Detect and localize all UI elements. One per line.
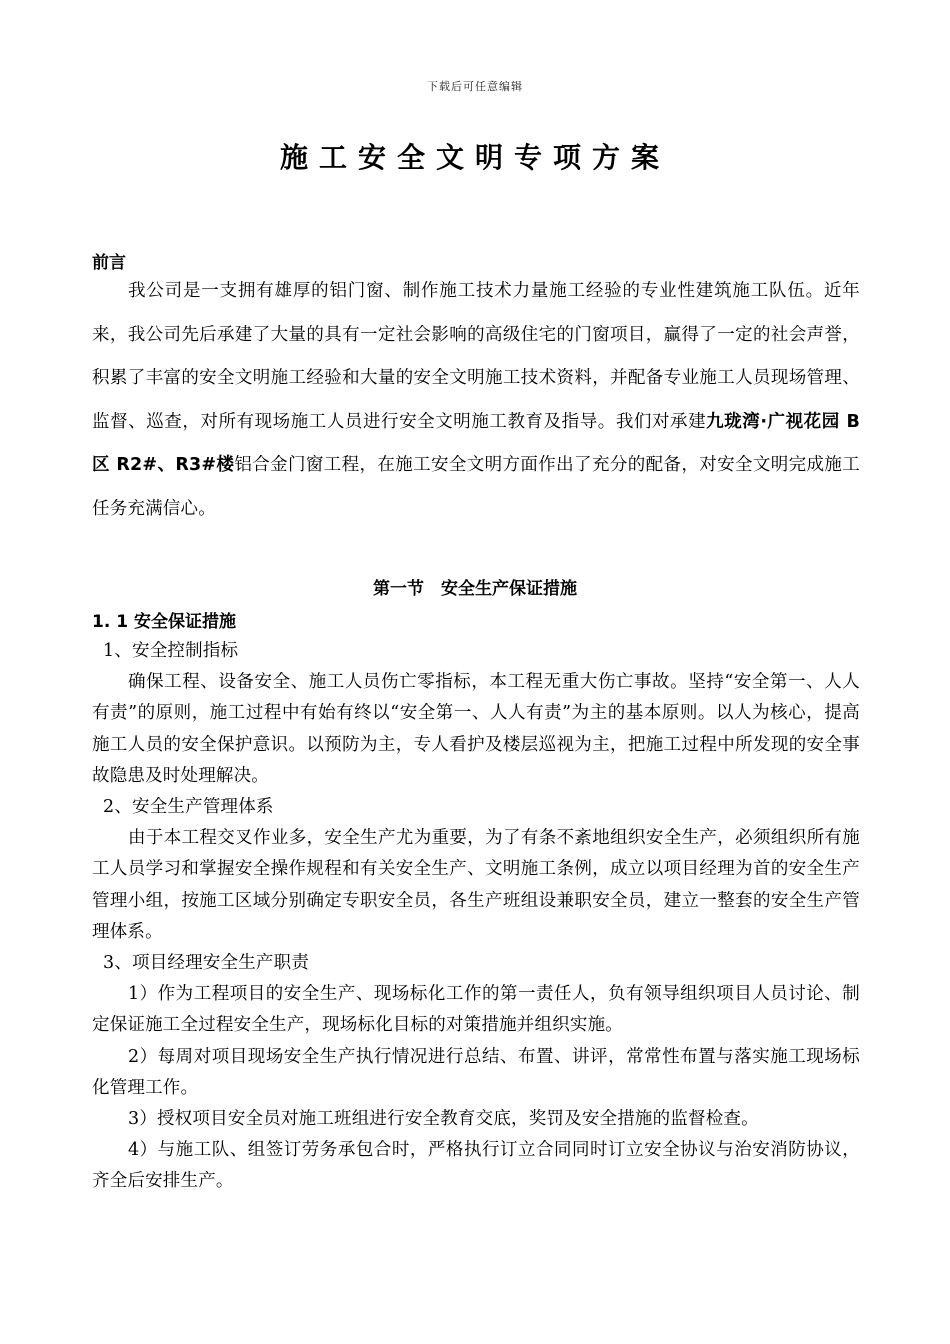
document-title: 施工安全文明专项方案 bbox=[279, 141, 670, 174]
duty-item-2: 2）每周对项目现场安全生产执行情况进行总结、布置、讲评，常常性布置与落实施工现场标化管理工作。 bbox=[92, 1046, 860, 1098]
preface-text-after: 铝合金门窗工程，在施工安全文明方面作出了充分的配备，对安全文明完成施工任务充满信心。 bbox=[92, 455, 860, 519]
project-name: 九珑湾·广视花园 B 区 R2#、R3#楼 bbox=[92, 411, 860, 476]
item-paragraph-2: 由于本工程交叉作业多，安全生产尤为重要，为了有条不紊地组织安全生产，必须组织所有施工人员学习和掌握安全操作规程和有关安全生产、文明施工条例，成立以项目经理为首的安全生产管理小组，按施工区域分别确定专职安全员，各生产班组设兼职安全员，建立一整套的安全生产管理体系。 bbox=[92, 828, 860, 942]
duty-item-3: 3）授权项目安全员对施工班组进行安全教育交底，奖罚及安全措施的监督检查。 bbox=[128, 1109, 759, 1130]
duty-item-1: 1）作为工程项目的安全生产、现场标化工作的第一责任人，负有领导组织项目人员讨论、制定保证施工全过程安全生产，现场标化目标的对策措施并组织实施。 bbox=[92, 984, 860, 1036]
preface-paragraph bbox=[92, 270, 860, 532]
header-note: 下载后可任意编辑 bbox=[427, 80, 523, 93]
item-heading-3: 3、项目经理安全生产职责 bbox=[103, 953, 310, 974]
duty-item-4: 4）与施工队、组签订劳务承包合时，严格执行订立合同同时订立安全协议与治安消防协议，齐全后安排生产。 bbox=[92, 1140, 860, 1192]
preface-heading: 前言 bbox=[92, 253, 126, 273]
item-heading-1: 1、安全控制指标 bbox=[103, 641, 239, 661]
item-paragraph-1: 确保工程、设备安全、施工人员伤亡零指标，本工程无重大伤亡事故。坚持“安全第一、人人有责”的原则，施工过程中有始有终以“安全第一、人人有责”为主的基本原则。以人为核心，提高施工人员的安全保护意识。以预防为主，专人看护及楼层巡视为主，把施工过程中所发现的安全事故隐患及时处理解决。 bbox=[92, 672, 860, 786]
item-heading-2: 2、安全生产管理体系 bbox=[103, 797, 274, 818]
section-title: 第一节 安全生产保证措施 bbox=[373, 579, 577, 599]
preface-text-before: 我公司是一支拥有雄厚的铝门窗、制作施工技术力量施工经验的专业性建筑施工队伍。近年来，我公司先后承建了大量的具有一定社会影响的高级住宅的门窗项目，赢得了一定的社会声誉，积累了丰富的安全文明施工经验和大量的安全文明施工技术资料，并配备专业施工人员现场管理、监督、巡查，对所有现场施工人员进行安全文明施工教育及指导。我们对承建 bbox=[92, 281, 860, 432]
section-body bbox=[92, 636, 860, 1198]
subsection-heading: 1. 1 安全保证措施 bbox=[92, 612, 236, 632]
